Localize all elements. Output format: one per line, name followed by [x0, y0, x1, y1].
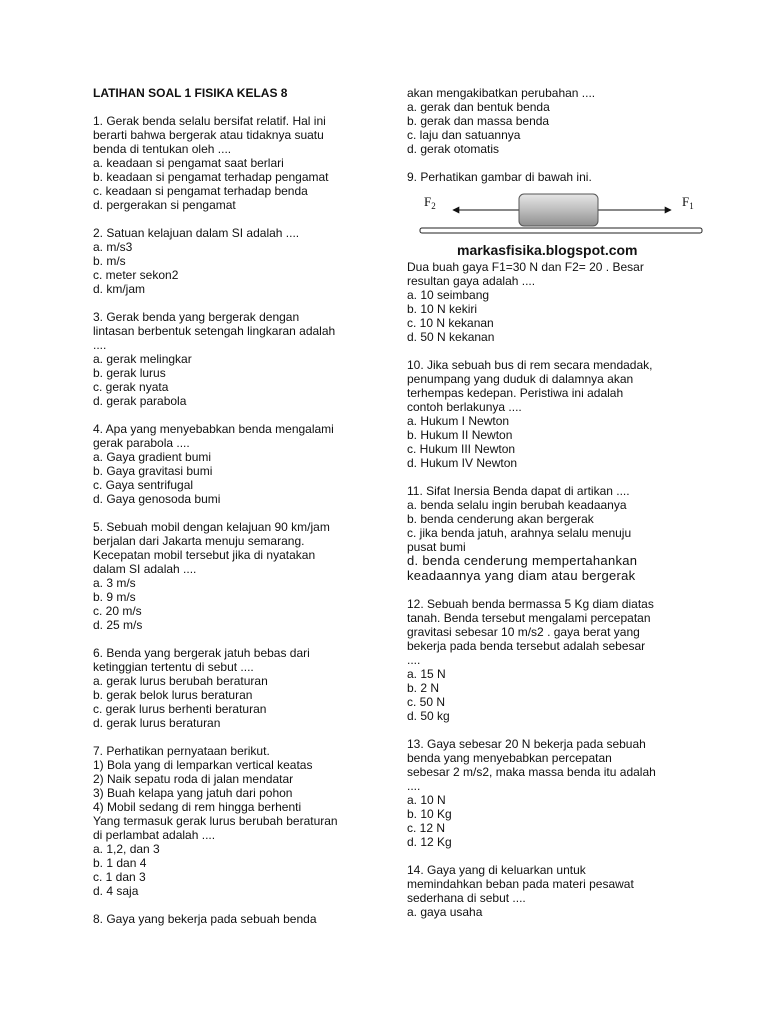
option-b: b. Hukum II Newton [407, 428, 513, 442]
question-text: 8. Gaya yang bekerja pada sebuah benda [93, 912, 317, 926]
question-3 [93, 310, 393, 408]
question-12 [407, 597, 707, 723]
option-b: b. 1 dan 4 [93, 856, 147, 870]
question-4 [93, 422, 393, 506]
option-a: a. 15 N [407, 667, 446, 681]
option-c: pusat bumi [407, 540, 466, 554]
option-b: b. 2 N [407, 681, 440, 695]
option-a: a. gerak melingkar [93, 352, 192, 366]
figure-caption: markasfisika.blogspot.com [457, 242, 638, 258]
option-c: c. jika benda jatuh, arahnya selalu menuju [407, 526, 632, 540]
option-d: d. 4 saja [93, 884, 139, 898]
question-2 [93, 226, 393, 296]
option-d: keadaannya yang diam atau bergerak [407, 567, 636, 583]
question-text: Yang termasuk gerak lurus berubah beraturan [93, 814, 338, 828]
question-text: 11. Sifat Inersia Benda dapat di artikan .... [407, 484, 630, 498]
question-text: tanah. Benda tersebut mengalami percepatan [407, 611, 651, 625]
question-7 [93, 744, 393, 898]
option-c: c. Hukum III Newton [407, 442, 516, 456]
option-b: b. 10 Kg [407, 807, 452, 821]
option-d: d. 25 m/s [93, 618, 143, 632]
option-a: a. Hukum I Newton [407, 414, 510, 428]
question-8-continued [407, 86, 707, 156]
option-d: d. gerak otomatis [407, 142, 500, 156]
question-text: 6. Benda yang bergerak jatuh bebas dari [93, 646, 310, 660]
option-b: b. benda cenderung akan bergerak [407, 512, 594, 526]
question-text: lintasan berbentuk setengah lingkaran adalah [93, 324, 336, 338]
option-c: c. 20 m/s [93, 604, 142, 618]
option-d: d. pergerakan si pengamat [93, 198, 236, 212]
question-text: benda di tentukan oleh .... [93, 142, 232, 156]
option-b: b. 9 m/s [93, 590, 136, 604]
question-text: dalam SI adalah .... [93, 562, 197, 576]
option-b: b. keadaan si pengamat terhadap pengamat [93, 170, 329, 184]
option-d: d. gerak parabola [93, 394, 187, 408]
floor-surface [420, 228, 702, 233]
f2-label: $F_2$ [424, 194, 436, 211]
option-c: c. 10 N kekanan [407, 316, 494, 330]
question-text: .... [93, 338, 107, 352]
option-a: a. 1,2, dan 3 [93, 842, 160, 856]
force-diagram [407, 188, 707, 258]
f1-label: $F_1$ [682, 194, 694, 211]
statement-2: 2) Naik sepatu roda di jalan mendatar [93, 772, 294, 786]
option-d: d. km/jam [93, 282, 146, 296]
question-14 [407, 863, 707, 919]
option-b: b. gerak belok lurus beraturan [93, 688, 253, 702]
question-text: 7. Perhatikan pernyataan berikut. [93, 744, 270, 758]
option-b: b. gerak dan massa benda [407, 114, 550, 128]
option-d: d. gerak lurus beraturan [93, 716, 221, 730]
question-text: 12. Sebuah benda bermassa 5 Kg diam diatas [407, 597, 654, 611]
question-text: berjalan dari Jakarta menuju semarang. [93, 534, 305, 548]
question-text: gerak parabola .... [93, 436, 190, 450]
question-text: .... [407, 653, 421, 667]
option-c: c. 1 dan 3 [93, 870, 146, 884]
option-a: a. m/s3 [93, 240, 133, 254]
option-a: a. 10 seimbang [407, 288, 490, 302]
statement-4: 4) Mobil sedang di rem hingga berhenti [93, 800, 302, 814]
question-text: Kecepatan mobil tersebut jika di nyatakan [93, 548, 316, 562]
question-text: bekerja pada benda tersebut adalah sebesar [407, 639, 646, 653]
option-d: d. 50 kg [407, 709, 450, 723]
question-6 [93, 646, 393, 730]
question-9 [407, 170, 707, 344]
question-text: di perlambat adalah .... [93, 828, 216, 842]
question-text: 14. Gaya yang di keluarkan untuk [407, 863, 586, 877]
question-text: 10. Jika sebuah bus di rem secara mendadak, [407, 358, 653, 372]
option-b: b. gerak lurus [93, 366, 166, 380]
question-text: sederhana di sebut .... [407, 891, 526, 905]
question-11 [407, 484, 707, 583]
question-13 [407, 737, 707, 849]
question-5 [93, 520, 393, 632]
question-text: ketinggian tertentu di sebut .... [93, 660, 254, 674]
question-text: Dua buah gaya F1=30 N dan F2= 20 . Besar [407, 260, 644, 274]
question-1 [93, 114, 393, 212]
question-text: penumpang yang duduk di dalamnya akan [407, 372, 634, 386]
question-text: terhempas kedepan. Peristiwa ini adalah [407, 386, 624, 400]
statement-1: 1) Bola yang di lemparkan vertical keatas [93, 758, 313, 772]
question-10 [407, 358, 707, 470]
option-d: d. benda cenderung mempertahankan [407, 553, 638, 568]
option-c: c. meter sekon2 [93, 268, 179, 282]
question-text: .... [407, 779, 421, 793]
question-text: gravitasi sebesar 10 m/s2 . gaya berat yang [407, 625, 640, 639]
option-a: a. gerak dan bentuk benda [407, 100, 550, 114]
option-d: d. 12 Kg [407, 835, 452, 849]
question-text: akan mengakibatkan perubahan .... [407, 86, 596, 100]
option-d: d. Hukum IV Newton [407, 456, 518, 470]
right-column [407, 86, 707, 919]
question-8 [93, 912, 393, 926]
option-c: c. laju dan satuannya [407, 128, 521, 142]
option-a: a. keadaan si pengamat saat berlari [93, 156, 284, 170]
question-text: 4. Apa yang menyebabkan benda mengalami [93, 422, 334, 436]
option-c: c. keadaan si pengamat terhadap benda [93, 184, 308, 198]
question-text: 5. Sebuah mobil dengan kelajuan 90 km/jam [93, 520, 330, 534]
option-c: c. 12 N [407, 821, 446, 835]
question-text: 9. Perhatikan gambar di bawah ini. [407, 170, 592, 184]
question-text: 2. Satuan kelajuan dalam SI adalah .... [93, 226, 300, 240]
question-text: 13. Gaya sebesar 20 N bekerja pada sebuah [407, 737, 646, 751]
question-text: 1. Gerak benda selalu bersifat relatif. Hal ini [93, 114, 326, 128]
question-text: benda yang menyebabkan percepatan [407, 751, 612, 765]
option-a: a. gerak lurus berubah beraturan [93, 674, 268, 688]
option-a: a. 3 m/s [93, 576, 136, 590]
question-text: 3. Gerak benda yang bergerak dengan [93, 310, 300, 324]
question-text: contoh berlakunya .... [407, 400, 522, 414]
option-a: a. Gaya gradient bumi [93, 450, 212, 464]
option-a: a. benda selalu ingin berubah keadaanya [407, 498, 627, 512]
option-c: c. Gaya sentrifugal [93, 478, 194, 492]
question-text: sebesar 2 m/s2, maka massa benda itu adalah [407, 765, 656, 779]
statement-3: 3) Buah kelapa yang jatuh dari pohon [93, 786, 293, 800]
question-text: resultan gaya adalah .... [407, 274, 536, 288]
option-b: b. 10 N kekiri [407, 302, 478, 316]
option-d: d. 50 N kekanan [407, 330, 495, 344]
option-c: c. gerak nyata [93, 380, 169, 394]
option-a: a. gaya usaha [407, 905, 483, 919]
option-c: c. gerak lurus berhenti beraturan [93, 702, 267, 716]
option-b: b. m/s [93, 254, 126, 268]
force-diagram-graphic [407, 188, 707, 244]
option-b: b. Gaya gravitasi bumi [93, 464, 213, 478]
block [519, 194, 598, 226]
page-title: LATIHAN SOAL 1 FISIKA KELAS 8 [93, 86, 288, 100]
question-text: berarti bahwa bergerak atau tidaknya suatu [93, 128, 324, 142]
option-a: a. 10 N [407, 793, 446, 807]
question-text: memindahkan beban pada materi pesawat [407, 877, 634, 891]
option-d: d. Gaya genosoda bumi [93, 492, 221, 506]
option-c: c. 50 N [407, 695, 446, 709]
left-column [93, 86, 393, 926]
